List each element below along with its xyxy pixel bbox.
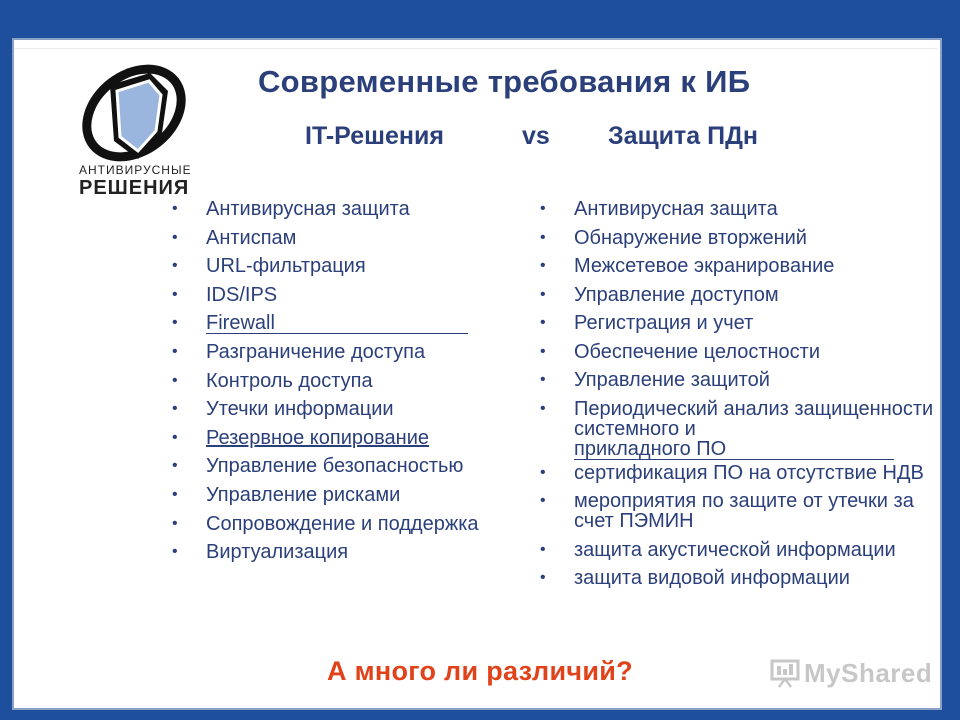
list-item [172, 256, 552, 285]
list-item [172, 542, 552, 571]
list-item [540, 540, 940, 560]
list-item [540, 370, 940, 390]
subtitle-vs: vs [522, 122, 550, 150]
logo-wordmark [79, 163, 192, 199]
list-item [540, 199, 940, 219]
list-item [172, 199, 552, 228]
list-item-text: Утечки информации [206, 398, 394, 421]
bullet-icon: • [540, 463, 546, 481]
list-item-text: Сопровождение и поддержка [206, 512, 479, 535]
logo-line-1: АНТИВИРУСНЫЕ [79, 163, 192, 177]
decorative-line [14, 48, 938, 49]
bullet-icon: • [540, 285, 546, 303]
list-item-text: Резервное копирование [206, 426, 430, 449]
list-item-text: Управление рисками [206, 483, 401, 506]
list-item [540, 491, 940, 531]
list-item [172, 399, 552, 428]
list-item [540, 228, 940, 248]
list-item-text: мероприятия по защите от утечки за счет ПЭМИН [574, 490, 914, 532]
bullet-icon: • [540, 314, 546, 331]
bullet-icon: • [172, 228, 178, 246]
list-item-text: Антивирусная защита [206, 198, 410, 220]
list-item-text: Управление доступом [574, 283, 779, 306]
bullet-icon: • [540, 569, 546, 586]
bullet-icon: • [172, 400, 178, 418]
logo-line-2: РЕШЕНИЯ [79, 177, 190, 199]
bullet-icon: • [540, 371, 546, 388]
slide-title: Современные требования к ИБ [258, 64, 751, 99]
bullet-icon: • [540, 399, 546, 417]
bullet-icon: • [540, 342, 546, 360]
bullet-icon: • [540, 200, 546, 217]
list-item [540, 256, 940, 276]
list-item-text: Управление защитой [574, 369, 770, 391]
list-item [172, 342, 552, 371]
list-item-text: Межсетевое экранирование [574, 255, 835, 277]
bullet-icon: • [172, 314, 178, 332]
bullet-icon: • [172, 285, 178, 303]
list-item-text: Разграничение доступа [206, 340, 426, 363]
list-item-text: Периодический анализ защищенности системного и [574, 397, 934, 440]
list-item-text: защита видовой информации [574, 567, 850, 589]
list-item-text: Обнаружение вторжений [574, 226, 807, 249]
bullet-icon: • [172, 428, 178, 446]
list-item [172, 313, 552, 342]
list-item [172, 485, 552, 514]
bullet-icon: • [172, 457, 178, 475]
it-solutions-list [172, 199, 552, 571]
list-item-text: Виртуализация [206, 541, 349, 564]
bullet-icon: • [172, 543, 178, 561]
bullet-icon: • [540, 228, 546, 246]
list-item [540, 342, 940, 362]
bullet-icon: • [540, 257, 546, 274]
list-item [540, 463, 940, 483]
list-item-text: Антиспам [206, 226, 297, 249]
list-item-text: Регистрация и учет [574, 312, 754, 334]
list-item [172, 428, 552, 457]
list-item-text: Контроль доступа [206, 369, 373, 392]
bullet-icon: • [172, 371, 178, 389]
subtitle-right: Защита ПДн [608, 122, 758, 150]
list-item [172, 228, 552, 257]
bullet-icon: • [172, 514, 178, 532]
bullet-icon: • [540, 492, 546, 509]
list-item [172, 285, 552, 314]
bullet-icon: • [172, 200, 178, 217]
list-item-text: Управление безопасностью [206, 455, 464, 478]
bullet-icon: • [172, 485, 178, 503]
watermark [770, 654, 933, 694]
list-item-text-underlined: прикладного ПО [574, 440, 894, 460]
bullet-icon: • [540, 540, 546, 558]
list-item-text: Антивирусная защита [574, 198, 778, 220]
list-item [540, 285, 940, 305]
list-item-text: сертификация ПО на отсутствие НДВ [574, 461, 924, 484]
list-item-text: Firewall [206, 314, 468, 334]
list-item-text: защита акустической информации [574, 538, 896, 561]
bullet-icon: • [172, 257, 178, 275]
list-item-text: URL-фильтрация [206, 255, 366, 278]
subtitle-left: IT-Решения [305, 122, 444, 150]
list-item-text: IDS/IPS [206, 283, 278, 306]
list-item [172, 514, 552, 543]
list-item [172, 456, 552, 485]
list-item [540, 399, 940, 460]
presentation-icon [770, 658, 800, 688]
list-item [540, 313, 940, 333]
list-item [540, 568, 940, 588]
pdn-protection-list [540, 199, 940, 597]
list-item-text: Обеспечение целостности [574, 340, 821, 363]
bullet-icon: • [172, 342, 178, 360]
list-item [172, 371, 552, 400]
closing-question: А много ли различий? [327, 656, 633, 686]
watermark-text: MyShared [804, 658, 933, 688]
